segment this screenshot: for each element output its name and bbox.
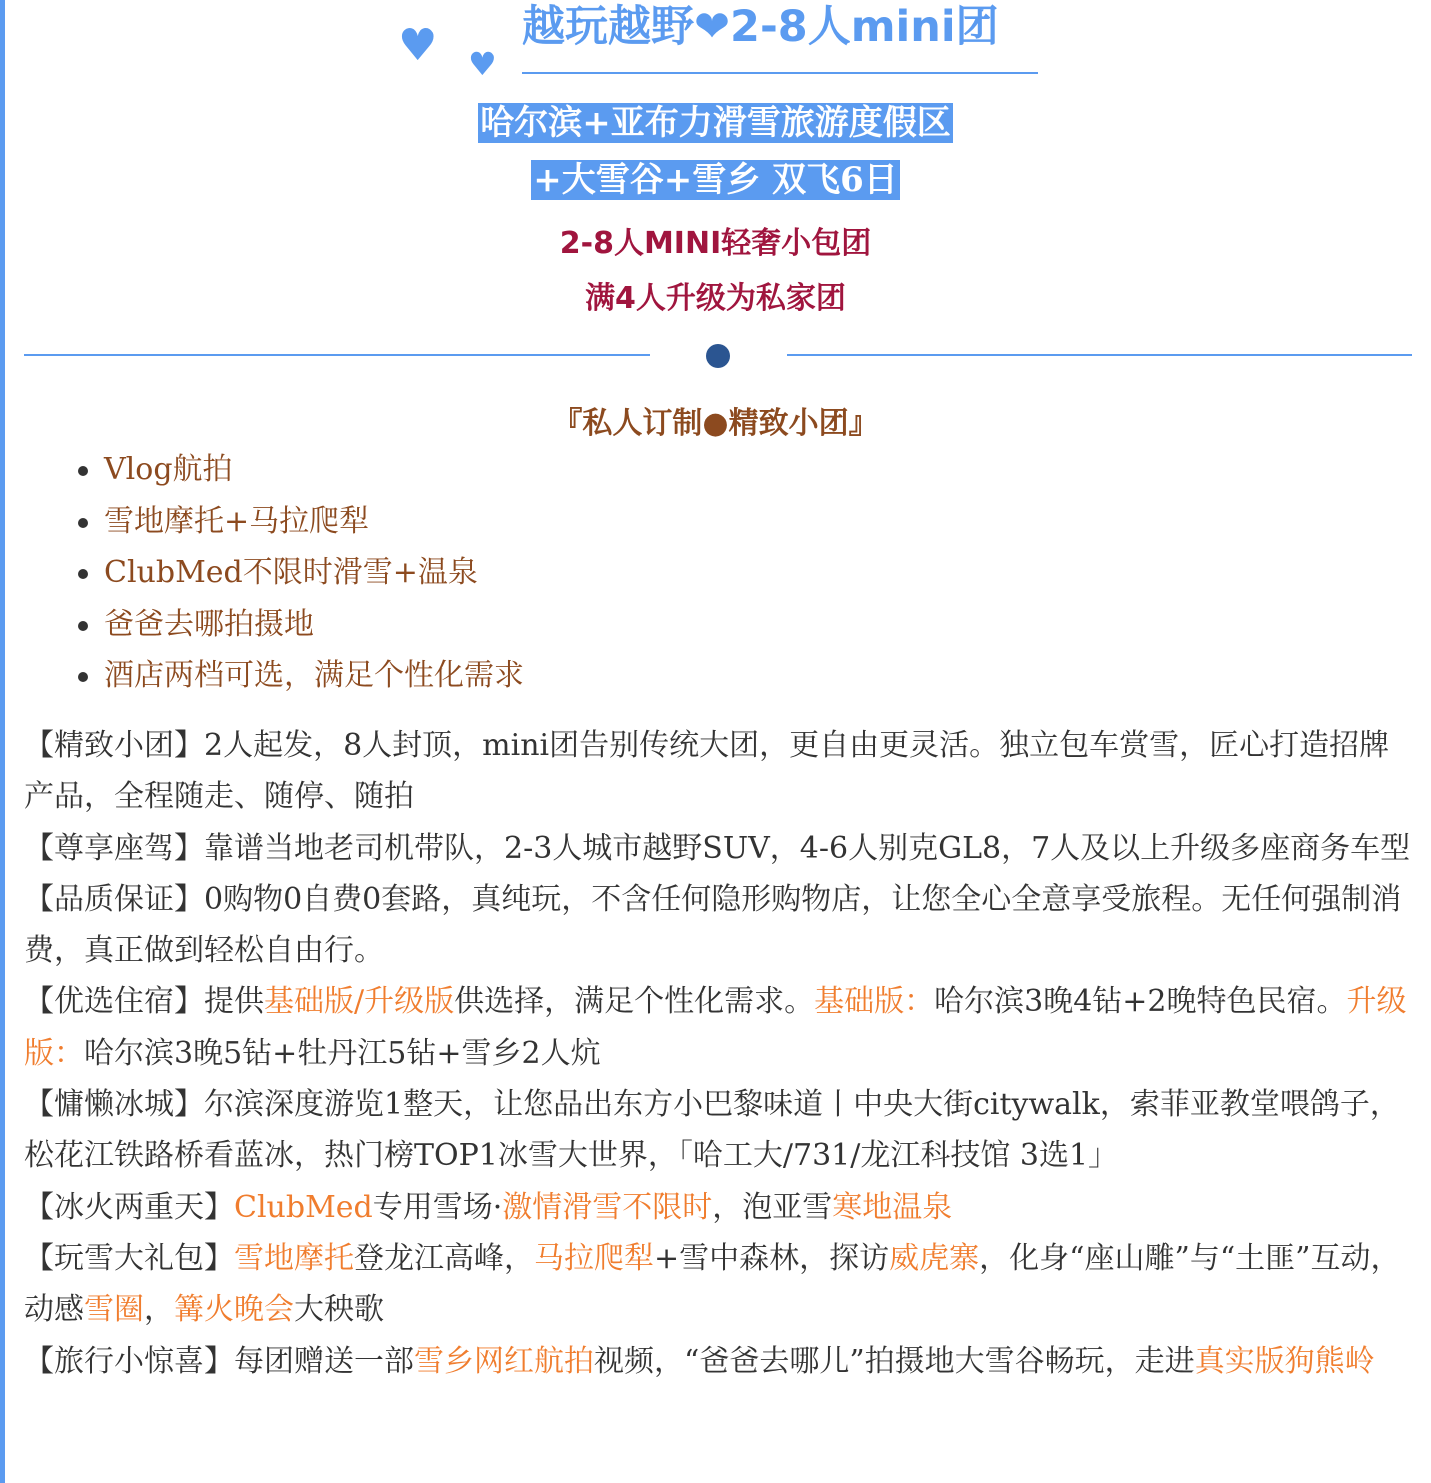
paragraph	[24, 720, 1414, 823]
title-underline	[522, 72, 1038, 74]
heart-icon: ♥	[398, 20, 438, 71]
highlight-line-1	[0, 103, 1431, 143]
list-item-label: 雪地摩托+马拉爬犁	[104, 503, 370, 539]
list-item-label: 酒店两档可选，满足个性化需求	[104, 658, 524, 693]
divider-dot-icon	[706, 344, 730, 368]
paragraph-text: 【旅行小惊喜】每团赠送一部	[24, 1343, 414, 1379]
divider-right	[787, 354, 1412, 356]
paragraph	[24, 1233, 1414, 1336]
paragraph-text: 【玩雪大礼包】	[24, 1240, 234, 1276]
list-item	[78, 551, 524, 603]
paragraph-text: 哈尔滨3晚5钻+牡丹江5钻+雪乡2人炕	[84, 1035, 601, 1071]
paragraph-text: 大秧歌	[294, 1292, 384, 1328]
bullet-icon	[78, 518, 88, 528]
heart-icon: ♥	[468, 45, 497, 83]
highlighted-text: 基础版/升级版	[264, 984, 455, 1020]
list-item-label: 爸爸去哪拍摄地	[104, 606, 314, 642]
paragraph-text: ，泡亚雪	[712, 1189, 833, 1225]
paragraph-text: 【冰火两重天】	[24, 1189, 234, 1225]
feature-list	[78, 448, 524, 706]
paragraph	[24, 823, 1414, 874]
highlighted-text: 真实版狗熊岭	[1194, 1343, 1375, 1379]
section-title: 『私人订制●精致小团』	[552, 406, 879, 441]
paragraph	[24, 1079, 1414, 1182]
highlighted-text: 马拉爬犁	[534, 1240, 654, 1276]
description-paragraphs	[24, 720, 1414, 1387]
divider-left	[24, 354, 650, 356]
paragraph-text: 【尊享座驾】靠谱当地老司机带队，2-3人城市越野SUV，4-6人别克GL8，7人及以上升级多座商务车型	[24, 830, 1411, 866]
title-block	[0, 0, 1431, 90]
paragraph-text: 【品质保证】0购物0自费0套路，真纯玩，不含任何隐形购物店，让您全心全意享受旅程。无任何强制消费，真正做到轻松自由行。	[24, 881, 1402, 969]
paragraph	[24, 1336, 1414, 1387]
highlighted-text: 激情滑雪不限时	[502, 1189, 713, 1225]
bullet-icon	[78, 621, 88, 631]
highlighted-text: 威虎寨	[889, 1240, 980, 1276]
highlighted-text: 基础版：	[814, 984, 935, 1020]
list-item	[78, 654, 524, 706]
paragraph-text: 【慵懒冰城】尔滨深度游览1整天，让您品出东方小巴黎味道丨中央大街citywalk，索菲亚教堂喂鸽子，松花江铁路桥看蓝冰，热门榜TOP1冰雪大世界，「哈工大/731/龙江科技馆 3选1」	[24, 1087, 1400, 1174]
paragraph-text: 视频，“爸爸去哪儿”拍摄地大雪谷畅玩，走进	[594, 1343, 1195, 1379]
highlighted-text: 雪圈	[84, 1292, 144, 1328]
paragraph-text: 专用雪场·	[372, 1189, 503, 1225]
list-item-label: ClubMed不限时滑雪+温泉	[104, 555, 478, 590]
paragraph-text: 【精致小团】2人起发，8人封顶，mini团告别传统大团，更自由更灵活。独立包车赏雪，匠心打造招牌产品，全程随走、随停、随拍	[24, 728, 1390, 815]
highlight-text: +大雪谷+雪乡 双飞6日	[533, 160, 898, 200]
highlighted-text: 篝火晚会	[174, 1292, 294, 1328]
highlight-line-2	[0, 160, 1431, 200]
paragraph-text: 供选择，满足个性化需求。	[454, 984, 815, 1020]
highlighted-text: 雪地摩托	[234, 1240, 354, 1276]
paragraph	[24, 874, 1414, 977]
subtitle-line-1: 2-8人MINI轻奢小包团	[559, 226, 872, 261]
paragraph-text: ，	[144, 1292, 174, 1328]
paragraph	[24, 976, 1414, 1079]
paragraph-text: +雪中森林，探访	[654, 1240, 890, 1276]
highlighted-text: 雪乡网红航拍	[414, 1343, 594, 1379]
list-item-label: Vlog航拍	[104, 452, 233, 487]
list-item	[78, 448, 524, 500]
list-item	[78, 500, 524, 552]
highlighted-text: ClubMed	[234, 1189, 373, 1225]
paragraph	[24, 1182, 1414, 1233]
subtitle-line-2: 满4人升级为私家团	[585, 281, 846, 316]
bullet-icon	[78, 466, 88, 476]
highlighted-text: 升级版：	[24, 984, 1407, 1071]
paragraph-text: 登龙江高峰，	[354, 1240, 534, 1276]
paragraph-text: ，化身“座山雕”与“土匪”互动，动感	[24, 1240, 1401, 1328]
list-item	[78, 603, 524, 655]
paragraph-text: 哈尔滨3晚4钻+2晚特色民宿。	[934, 984, 1347, 1020]
paragraph-text: 【优选住宿】提供	[24, 984, 264, 1020]
highlighted-text: 寒地温泉	[832, 1189, 953, 1225]
page-title: 越玩越野❤2-8人mini团	[522, 2, 999, 52]
bullet-icon	[78, 672, 88, 682]
highlight-text: 哈尔滨+亚布力滑雪旅游度假区	[480, 103, 951, 143]
bullet-icon	[78, 569, 88, 579]
